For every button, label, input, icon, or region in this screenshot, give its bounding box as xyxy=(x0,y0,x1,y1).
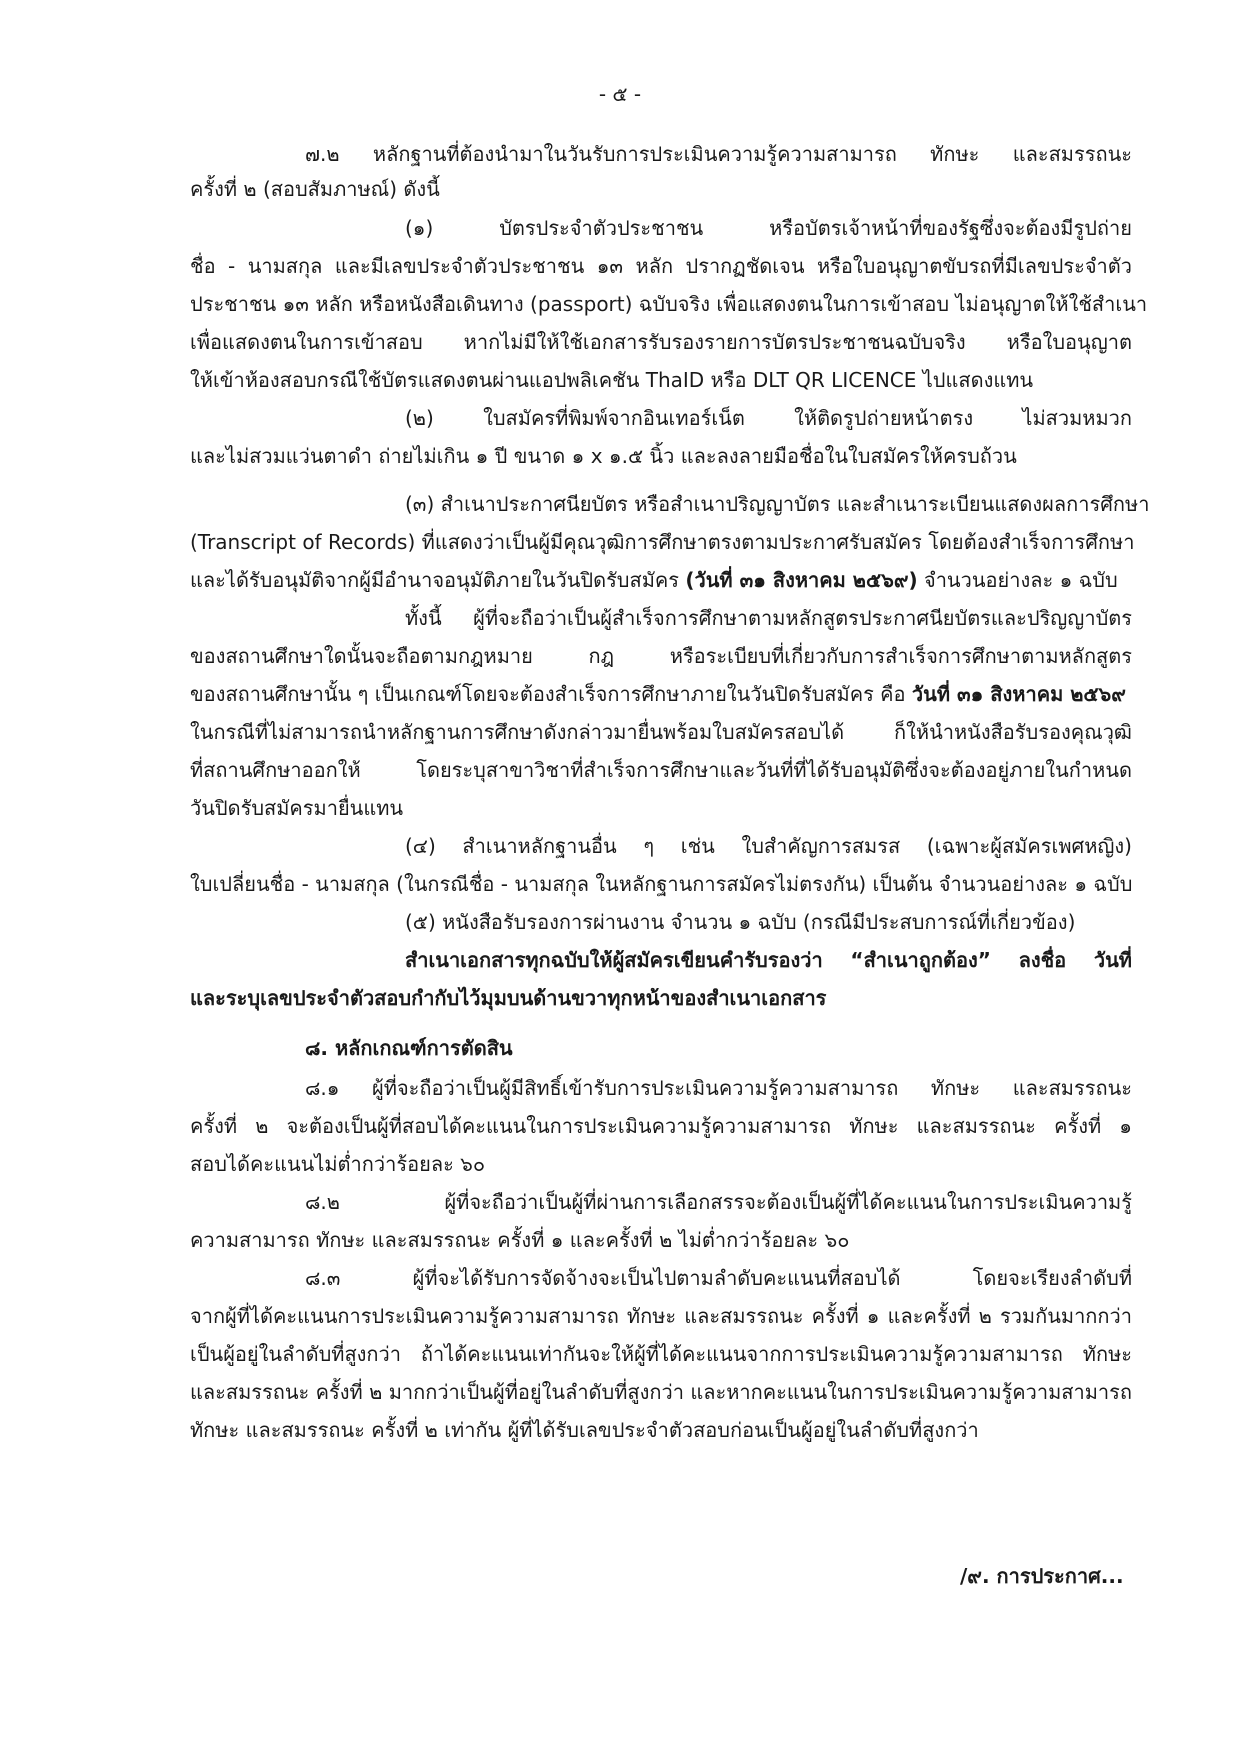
section-8-heading: ๘. หลักเกณฑ์การตัดสิน xyxy=(305,1036,513,1060)
section-8-3-line-4: และสมรรถนะ ครั้งที่ ๒ มากกว่าเป็นผู้ที่อยู่ในลำดับที่สูงกว่า และหากคะแนนในการประเมินความรู้ความสามารถ xyxy=(190,1380,1132,1404)
note-line-3-text: ของสถานศึกษานั้น ๆ เป็นเกณฑ์โดยจะต้องสำเร็จการศึกษาภายในวันปิดรับสมัคร คือ xyxy=(190,682,912,706)
item-5-line-1: (๕) หนังสือรับรองการผ่านงาน จำนวน ๑ ฉบับ (กรณีมีประสบการณ์ที่เกี่ยวข้อง) xyxy=(405,910,1076,934)
section-8-2-line-2: ความสามารถ ทักษะ และสมรรถนะ ครั้งที่ ๑ และครั้งที่ ๒ ไม่ต่ำกว่าร้อยละ ๖๐ xyxy=(190,1228,850,1252)
note-closing-date-bold: วันที่ ๓๑ สิงหาคม ๒๕๖๙ xyxy=(911,682,1126,706)
item-4-line-2: ใบเปลี่ยนชื่อ - นามสกุล (ในกรณีชื่อ - นามสกุล ในหลักฐานการสมัครไม่ตรงกัน) เป็นต้น จำนวนอย่างละ ๑ ฉบับ xyxy=(190,872,1133,896)
item-1-line-2: ชื่อ - นามสกุล และมีเลขประจำตัวประชาชน ๑๓ หลัก ปรากฏชัดเจน หรือใบอนุญาตขับรถที่มีเลขประจำตัว xyxy=(190,254,1132,278)
continuation-footer: /๙. การประกาศ... xyxy=(960,1564,1124,1588)
page-number: - ๕ - xyxy=(598,82,642,106)
note-line-1: ทั้งนี้ ผู้ที่จะถือว่าเป็นผู้สำเร็จการศึกษาตามหลักสูตรประกาศนียบัตรและปริญญาบัตร xyxy=(405,606,1132,630)
note-line-5: ที่สถานศึกษาออกให้ โดยระบุสาขาวิชาที่สำเร็จการศึกษาและวันที่ที่ได้รับอนุมัติซึ่งจะต้องอยู่ภายในกำหนด xyxy=(190,758,1132,782)
item-4-line-1: (๔) สำเนาหลักฐานอื่น ๆ เช่น ใบสำคัญการสมรส (เฉพาะผู้สมัครเพศหญิง) xyxy=(405,834,1132,858)
item-3-line-2: (Transcript of Records) ที่แสดงว่าเป็นผู้มีคุณวุฒิการศึกษาตรงตามประกาศรับสมัคร โดยต้องสำเร็จการศึกษา xyxy=(190,530,1135,554)
note-line-2: ของสถานศึกษาใดนั้นจะถือตามกฎหมาย กฎ หรือระเบียบที่เกี่ยวกับการสำเร็จการศึกษาตามหลักสูตร xyxy=(190,644,1132,668)
note-line-3 xyxy=(190,680,1126,708)
section-8-3-line-1: ๘.๓ ผู้ที่จะได้รับการจัดจ้างจะเป็นไปตามลำดับคะแนนที่สอบได้ โดยจะเรียงลำดับที่ xyxy=(305,1266,1132,1290)
section-8-1-line-3: สอบได้คะแนนไม่ต่ำกว่าร้อยละ ๖๐ xyxy=(190,1152,486,1176)
section-8-1-line-2: ครั้งที่ ๒ จะต้องเป็นผู้ที่สอบได้คะแนนในการประเมินความรู้ความสามารถ ทักษะ และสมรรถนะ ครั้งที่ ๑ xyxy=(190,1114,1132,1138)
section-8-2-line-1: ๘.๒ ผู้ที่จะถือว่าเป็นผู้ที่ผ่านการเลือกสรรจะต้องเป็นผู้ที่ได้คะแนนในการประเมินความรู้ xyxy=(305,1190,1132,1214)
item-3-line-3-text: และได้รับอนุมัติจากผู้มีอำนาจอนุมัติภายในวันปิดรับสมัคร xyxy=(190,568,686,592)
item-1-line-1: (๑) บัตรประจำตัวประชาชน หรือบัตรเจ้าหน้าที่ของรัฐซึ่งจะต้องมีรูปถ่าย xyxy=(405,216,1132,240)
item-2-line-2: และไม่สวมแว่นตาดำ ถ่ายไม่เกิน ๑ ปี ขนาด ๑ x ๑.๕ นิ้ว และลงลายมือชื่อในใบสมัครให้ครบถ้วน xyxy=(190,444,1017,468)
section-7-2-line-2: ครั้งที่ ๒ (สอบสัมภาษณ์) ดังนี้ xyxy=(190,177,440,201)
item-1-line-5: ให้เข้าห้องสอบกรณีใช้บัตรแสดงตนผ่านแอปพลิเคชัน ThaID หรือ DLT QR LICENCE ไปแสดงแทน xyxy=(190,368,1034,392)
section-8-3-line-5: ทักษะ และสมรรถนะ ครั้งที่ ๒ เท่ากัน ผู้ที่ได้รับเลขประจำตัวสอบก่อนเป็นผู้อยู่ในลำดับที่สูงกว่า xyxy=(190,1418,979,1442)
note-line-4: ในกรณีที่ไม่สามารถนำหลักฐานการศึกษาดังกล่าวมายื่นพร้อมใบสมัครสอบได้ ก็ให้นำหนังสือรับรองคุณวุฒิ xyxy=(190,720,1132,744)
section-8-3-line-3: เป็นผู้อยู่ในลำดับที่สูงกว่า ถ้าได้คะแนนเท่ากันจะให้ผู้ที่ได้คะแนนจากการประเมินความรู้ความสามารถ ทักษะ xyxy=(190,1342,1132,1366)
item-1-line-3: ประชาชน ๑๓ หลัก หรือหนังสือเดินทาง (passport) ฉบับจริง เพื่อแสดงตนในการเข้าสอบ ไม่อนุญาตให้ใช้สำเนา xyxy=(190,292,1148,316)
note-line-6: วันปิดรับสมัครมายื่นแทน xyxy=(190,796,404,820)
section-7-2-line-1: ๗.๒ หลักฐานที่ต้องนำมาในวันรับการประเมินความรู้ความสามารถ ทักษะ และสมรรถนะ xyxy=(305,142,1132,166)
certify-line-1: สำเนาเอกสารทุกฉบับให้ผู้สมัครเขียนคำรับรองว่า “สำเนาถูกต้อง” ลงชื่อ วันที่ xyxy=(405,948,1132,972)
closing-date-bold: (วันที่ ๓๑ สิงหาคม ๒๕๖๙) xyxy=(685,568,918,592)
certify-line-2: และระบุเลขประจำตัวสอบกำกับไว้มุมบนด้านขวาทุกหน้าของสำเนาเอกสาร xyxy=(190,986,827,1010)
item-3-line-3-tail: จำนวนอย่างละ ๑ ฉบับ xyxy=(917,568,1118,592)
item-2-line-1: (๒) ใบสมัครที่พิมพ์จากอินเทอร์เน็ต ให้ติดรูปถ่ายหน้าตรง ไม่สวมหมวก xyxy=(405,406,1132,430)
section-8-1-line-1: ๘.๑ ผู้ที่จะถือว่าเป็นผู้มีสิทธิ์เข้ารับการประเมินความรู้ความสามารถ ทักษะ และสมรรถนะ xyxy=(305,1076,1132,1100)
item-3-line-1: (๓) สำเนาประกาศนียบัตร หรือสำเนาปริญญาบัตร และสำเนาระเบียนแสดงผลการศึกษา xyxy=(405,492,1150,516)
item-1-line-4: เพื่อแสดงตนในการเข้าสอบ หากไม่มีให้ใช้เอกสารรับรองรายการบัตรประชาชนฉบับจริง หรือใบอนุญาต xyxy=(190,330,1132,354)
section-8-3-line-2: จากผู้ที่ได้คะแนนการประเมินความรู้ความสามารถ ทักษะ และสมรรถนะ ครั้งที่ ๑ และครั้งที่ ๒ รวมกันมากกว่า xyxy=(190,1304,1132,1328)
item-3-line-3 xyxy=(190,566,1118,594)
